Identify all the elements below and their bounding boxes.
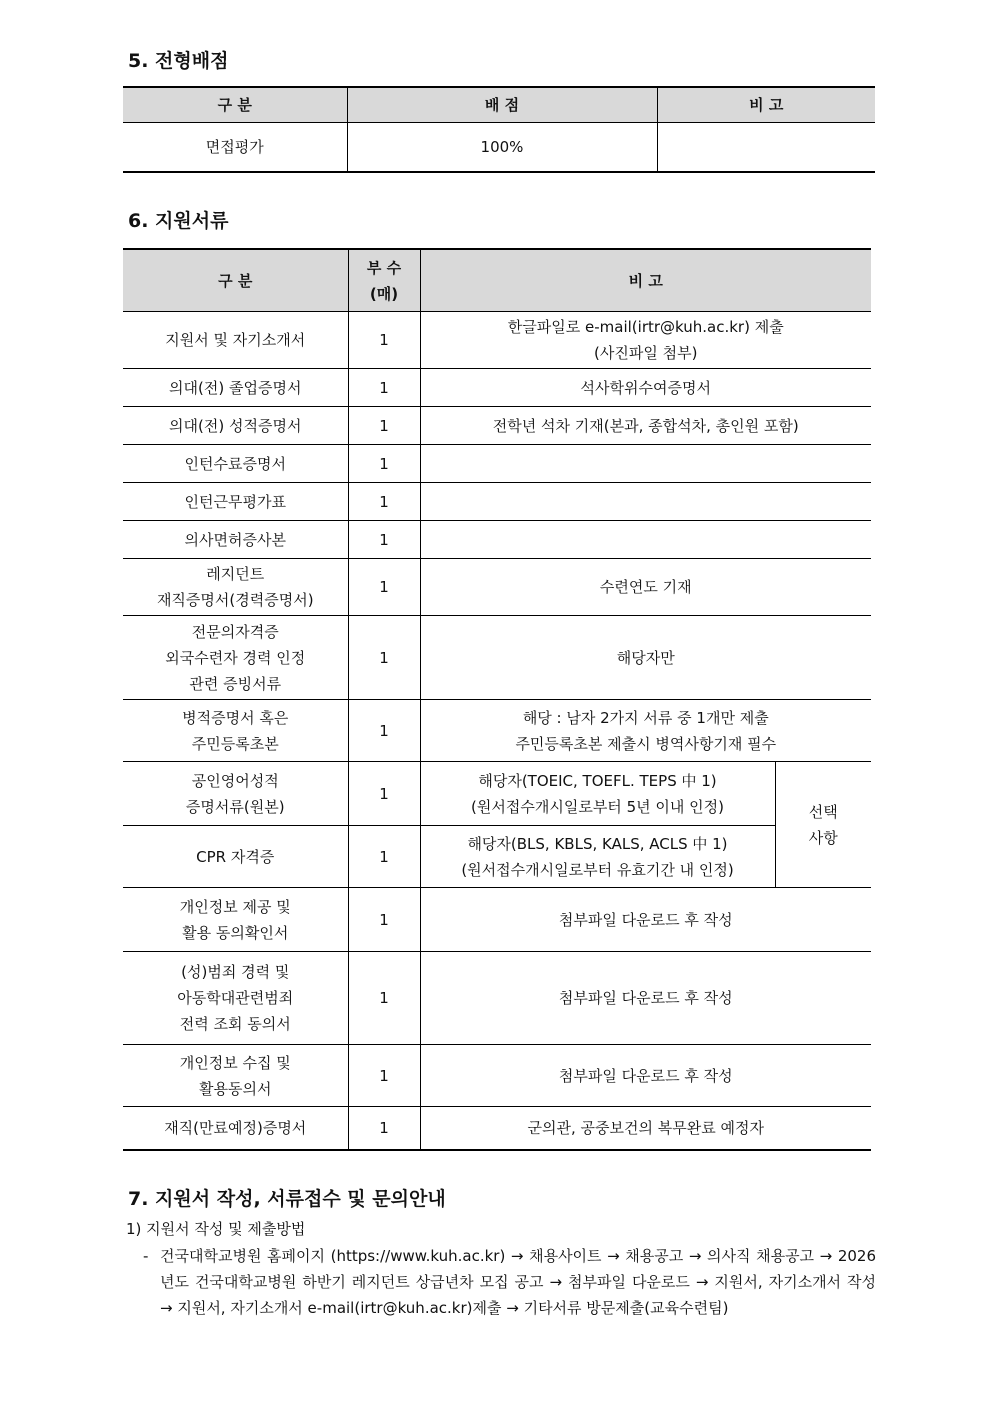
table-row (123, 616, 871, 700)
remark-line: 첨부파일 다운로드 후 작성 (558, 989, 733, 1007)
cell-count: 1 (348, 952, 420, 1045)
cell-count: 1 (348, 407, 420, 445)
cell-count: 1 (348, 616, 420, 700)
cell-remark (420, 1107, 871, 1150)
category-line: 전력 조회 동의서 (179, 1015, 291, 1033)
cell-remark (420, 407, 871, 445)
table-row (123, 826, 871, 888)
cell-category (123, 559, 348, 616)
category-line: 인턴근무평가표 (184, 492, 286, 511)
table-row (123, 312, 871, 369)
category-line: 개인정보 수집 및 (179, 1053, 291, 1072)
category-line: 재직증명서(경력증명서) (156, 591, 314, 609)
remark-line: 첨부파일 다운로드 후 작성 (558, 1066, 733, 1085)
remark-line: 수련연도 기재 (599, 578, 692, 596)
cell-remark (420, 521, 871, 559)
header-remark: 비 고 (420, 249, 871, 312)
category-line: 인턴수료증명서 (184, 454, 286, 473)
table-row (123, 483, 871, 521)
category-line: 활용동의서 (199, 1079, 272, 1098)
table-row (123, 952, 871, 1045)
remark-line: 전학년 석차 기재(본과, 종합석차, 총인원 포함) (492, 416, 799, 435)
cell-score: 100% (347, 123, 657, 173)
documents-table (123, 248, 871, 1151)
instruction-text: 건국대학교병원 홈페이지 (https://www.kuh.ac.kr) → 채용사이트 → 채용공고 → 의사직 채용공고 → 2026년도 건국대학교병원 하반기 레지던트 상급년차 모집 공고 → 첨부파일 다운로드 → 지원서, 자기소개서 작성 → 지원서, 자기소개서 e-mail(irtr@kuh.ac.kr)제출 → 기타서류 방문제출(교육수련팀) (160, 1247, 876, 1317)
remark-line: 첨부파일 다운로드 후 작성 (558, 910, 733, 929)
category-line: (성)범죄 경력 및 (181, 963, 290, 981)
section-7-title: 7. 지원서 작성, 서류접수 및 문의안내 (128, 1188, 446, 1210)
cell-category (123, 826, 348, 888)
header-count-line1: 부 수 (366, 258, 402, 277)
category-line: 공인영어성적 (191, 771, 279, 790)
category-line: 의사면허증사본 (184, 530, 286, 549)
cell-category (123, 700, 348, 762)
section-5-title: 5. 전형배점 (128, 50, 229, 72)
cell-category (123, 1107, 348, 1150)
category-line: 개인정보 제공 및 (179, 897, 291, 916)
cell-remark (420, 483, 871, 521)
category-line: 외국수련자 경력 인정 (165, 648, 306, 667)
subsection-title: 1) 지원서 작성 및 제출방법 (126, 1220, 306, 1238)
cell-category (123, 369, 348, 407)
cell-remark (420, 369, 871, 407)
cell-count: 1 (348, 888, 420, 952)
table-row (123, 888, 871, 952)
cell-category (123, 445, 348, 483)
cell-remark (420, 762, 775, 826)
remark-line: 해당자(BLS, KBLS, KALS, ACLS 中 1) (467, 834, 728, 853)
cell-remark (420, 952, 871, 1045)
cell-remark (420, 1045, 871, 1107)
cell-count: 1 (348, 483, 420, 521)
category-line: 재직(만료예정)증명서 (164, 1118, 307, 1137)
category-line: CPR 자격증 (196, 847, 275, 866)
category-line: 레지던트 (206, 565, 265, 583)
table-row (123, 762, 871, 826)
cell-remark (420, 888, 871, 952)
cell-count: 1 (348, 521, 420, 559)
cell-count: 1 (348, 369, 420, 407)
cell-count: 1 (348, 559, 420, 616)
cell-category (123, 483, 348, 521)
table-row (123, 559, 871, 616)
instruction-paragraph (143, 1243, 876, 1321)
table-row (123, 700, 871, 762)
cell-category (123, 1045, 348, 1107)
table-row (123, 445, 871, 483)
cell-category (123, 312, 348, 369)
category-line: 아동학대관련범죄 (177, 989, 294, 1007)
table-row (123, 123, 875, 173)
cell-remark (657, 123, 875, 173)
cell-remark (420, 312, 871, 369)
cell-count: 1 (348, 445, 420, 483)
category-line: 의대(전) 성적증명서 (169, 416, 302, 435)
cell-remark (420, 826, 775, 888)
header-count-line2: (매) (369, 284, 399, 303)
optional-line: 사항 (808, 828, 838, 847)
remark-line: 군의관, 공중보건의 복무완료 예정자 (527, 1118, 764, 1137)
cell-category (123, 407, 348, 445)
cell-count: 1 (348, 312, 420, 369)
table-row (123, 1045, 871, 1107)
remark-line: (원서접수개시일로부터 유효기간 내 인정) (461, 860, 734, 879)
cell-remark (420, 700, 871, 762)
category-line: 지원서 및 자기소개서 (165, 331, 306, 349)
header-score: 배 점 (347, 87, 657, 123)
remark-line: 주민등록초본 제출시 병역사항기재 필수 (515, 734, 777, 753)
cell-remark (420, 445, 871, 483)
cell-count: 1 (348, 826, 420, 888)
category-line: 의대(전) 졸업증명서 (169, 378, 302, 397)
cell-count: 1 (348, 762, 420, 826)
remark-line: (원서접수개시일로부터 5년 이내 인정) (471, 797, 724, 816)
cell-category (123, 888, 348, 952)
table-header-row (123, 87, 875, 123)
cell-category: 면접평가 (123, 123, 347, 173)
table-header-row (123, 249, 871, 312)
remark-line: 해당자만 (616, 648, 675, 667)
remark-line: 해당자(TOEIC, TOEFL. TEPS 中 1) (478, 771, 717, 790)
optional-line: 선택 (808, 802, 838, 821)
cell-count: 1 (348, 1045, 420, 1107)
cell-category (123, 952, 348, 1045)
category-line: 전문의자격증 (191, 622, 279, 641)
table-row (123, 407, 871, 445)
score-table (123, 86, 875, 173)
cell-category (123, 616, 348, 700)
header-category: 구 분 (123, 249, 348, 312)
category-line: 증명서류(원본) (185, 797, 285, 816)
cell-optional (775, 762, 871, 888)
remark-line: 한글파일로 e-mail(irtr@kuh.ac.kr) 제출 (507, 318, 784, 336)
remark-line: 해당 : 남자 2가지 서류 중 1개만 제출 (522, 708, 769, 727)
list-dash: - (143, 1247, 149, 1265)
category-line: 주민등록초본 (191, 734, 279, 753)
category-line: 관련 증빙서류 (189, 674, 282, 693)
table-row (123, 521, 871, 559)
cell-count: 1 (348, 700, 420, 762)
header-remark: 비 고 (657, 87, 875, 123)
cell-count: 1 (348, 1107, 420, 1150)
remark-line: (사진파일 첨부) (594, 344, 698, 362)
header-category: 구 분 (123, 87, 347, 123)
table-row (123, 369, 871, 407)
cell-remark (420, 616, 871, 700)
section-6-title: 6. 지원서류 (128, 210, 229, 232)
remark-line: 석사학위수여증명서 (580, 378, 711, 397)
cell-remark (420, 559, 871, 616)
category-line: 활용 동의확인서 (182, 923, 289, 942)
category-line: 병적증명서 혹은 (182, 708, 289, 727)
cell-category (123, 521, 348, 559)
header-count (348, 249, 420, 312)
cell-category (123, 762, 348, 826)
table-row (123, 1107, 871, 1150)
